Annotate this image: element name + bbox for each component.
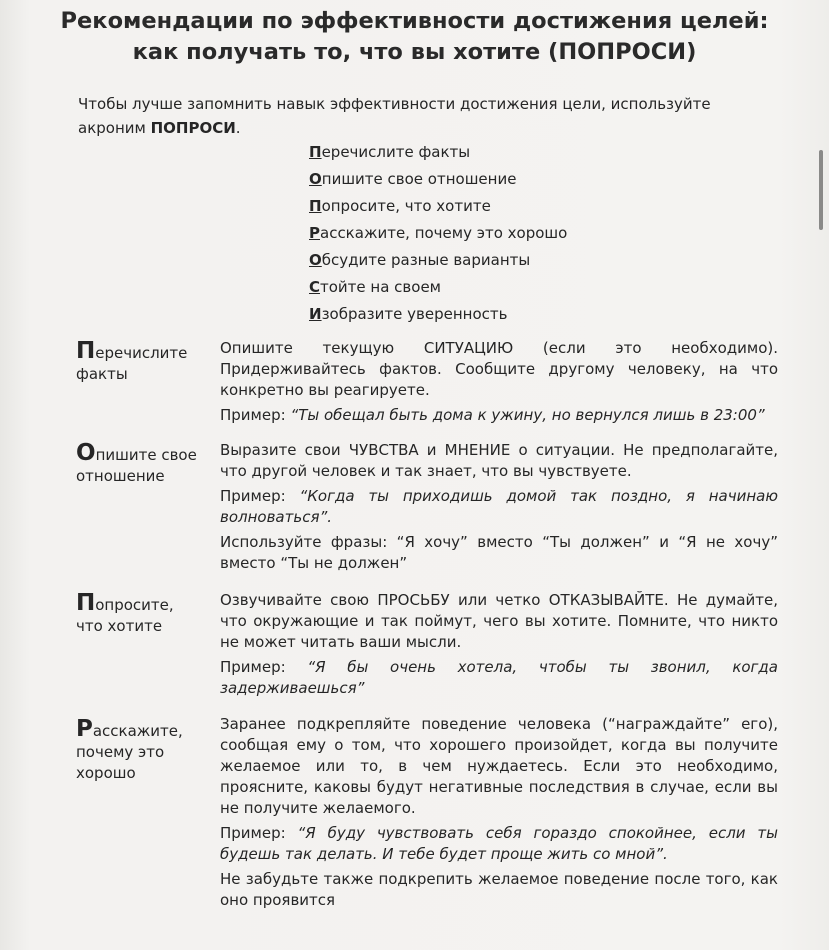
intro-acronym: ПОПРОСИ: [150, 119, 236, 137]
acronym-letter: Р: [309, 224, 320, 242]
section-label-line: что хотите: [76, 617, 163, 635]
acronym-letter: И: [309, 305, 322, 323]
acronym-item: [309, 275, 567, 302]
section-paragraph: Опишите текущую СИТУАЦИЮ (если это необходимо). Придерживайтесь фактов. Сообщите другому человеку, на что конкретно вы реагируете.: [220, 339, 778, 399]
section-example: [220, 657, 778, 699]
example-prefix: Пример:: [220, 487, 300, 505]
section-body-attitude: [220, 440, 778, 574]
section-body-facts: [220, 338, 778, 426]
acronym-rest: асскажите, почему это хорошо: [320, 224, 568, 242]
section-extra: Используйте фразы: “Я хочу” вместо “Ты должен” и “Я не хочу” вместо “Ты не должен”: [220, 533, 778, 572]
example-text: “Когда ты приходишь домой так поздно, я начинаю волноваться”.: [220, 487, 778, 526]
section-initial: П: [76, 590, 96, 616]
section-example: [220, 405, 778, 426]
acronym-item: [309, 167, 567, 194]
acronym-rest: бсудите разные варианты: [321, 251, 531, 269]
section-label-line: почему это: [76, 743, 165, 761]
acronym-item: [309, 302, 567, 329]
acronym-item: [309, 221, 567, 248]
section-example: [220, 486, 778, 528]
section-label-facts: [76, 340, 216, 385]
section-paragraph: Заранее подкрепляйте поведение человека (“награждайте” его), сообщая ему о том, что хорошего произойдет, когда вы получите желаемое или то, в чем нуждаетесь. Если это необходимо, проясните, каковы будут негативные последствия в случае, если вы не получите желаемого.: [220, 715, 778, 817]
example-prefix: Пример:: [220, 658, 308, 676]
section-label-rest: опросите,: [95, 596, 174, 614]
section-label-line: хорошо: [76, 764, 136, 782]
acronym-rest: зобразите уверенность: [321, 305, 508, 323]
section-label-rest: еречислите: [95, 344, 188, 362]
section-label-line: отношение: [76, 467, 165, 485]
example-prefix: Пример:: [220, 824, 298, 842]
section-paragraph: Выразите свои ЧУВСТВА и МНЕНИЕ о ситуации. Не предполагайте, что другой человек и так знает, что вы чувствуете.: [220, 441, 778, 480]
section-initial: П: [76, 338, 96, 364]
acronym-item: [309, 248, 567, 275]
scrollbar-thumb[interactable]: [819, 150, 823, 230]
acronym-rest: еречислите факты: [321, 143, 471, 161]
acronym-letter: П: [309, 197, 322, 215]
section-initial: Р: [76, 716, 93, 742]
intro-text: Чтобы лучше запомнить навык эффективности достижения цели, используйте акроним: [78, 95, 711, 137]
section-label-attitude: [76, 442, 216, 487]
section-label-rest: асскажите,: [92, 722, 183, 740]
section-label-line: факты: [76, 365, 128, 383]
acronym-letter: П: [309, 143, 322, 161]
acronym-letter: О: [309, 170, 322, 188]
acronym-rest: опросите, что хотите: [321, 197, 491, 215]
acronym-rest: тойте на своем: [320, 278, 441, 296]
intro-paragraph: [78, 92, 778, 140]
intro-end: .: [235, 119, 241, 137]
acronym-item: [309, 140, 567, 167]
section-body-ask: [220, 590, 778, 699]
example-text: “Я бы очень хотела, чтобы ты звонил, когда задерживаешься”: [220, 658, 778, 697]
acronym-letter: С: [309, 278, 321, 296]
acronym-list: [309, 140, 567, 329]
section-body-explain: [220, 714, 778, 911]
page-title: [0, 6, 829, 68]
acronym-item: [309, 194, 567, 221]
section-label-rest: пишите свое: [95, 446, 197, 464]
example-text: “Я буду чувствовать себя гораздо спокойнее, если ты будешь так делать. И тебе будет проще жить со мной”.: [220, 824, 778, 863]
title-line-2: как получать то, что вы хотите (ПОПРОСИ): [132, 39, 697, 65]
section-label-explain: [76, 718, 216, 784]
section-extra: Не забудьте также подкрепить желаемое поведение после того, как оно проявится: [220, 870, 778, 909]
section-label-ask: [76, 592, 216, 637]
section-example: [220, 823, 778, 865]
section-initial: О: [76, 440, 96, 466]
example-prefix: Пример:: [220, 406, 291, 424]
acronym-rest: пишите свое отношение: [321, 170, 517, 188]
example-text: “Ты обещал быть дома к ужину, но вернулся лишь в 23:00”: [290, 406, 765, 424]
acronym-letter: О: [309, 251, 322, 269]
title-line-1: Рекомендации по эффективности достижения целей:: [60, 8, 769, 34]
section-paragraph: Озвучивайте свою ПРОСЬБУ или четко ОТКАЗЫВАЙТЕ. Не думайте, что окружающие и так поймут, чего вы хотите. Помните, что никто не может читать ваши мысли.: [220, 591, 778, 651]
